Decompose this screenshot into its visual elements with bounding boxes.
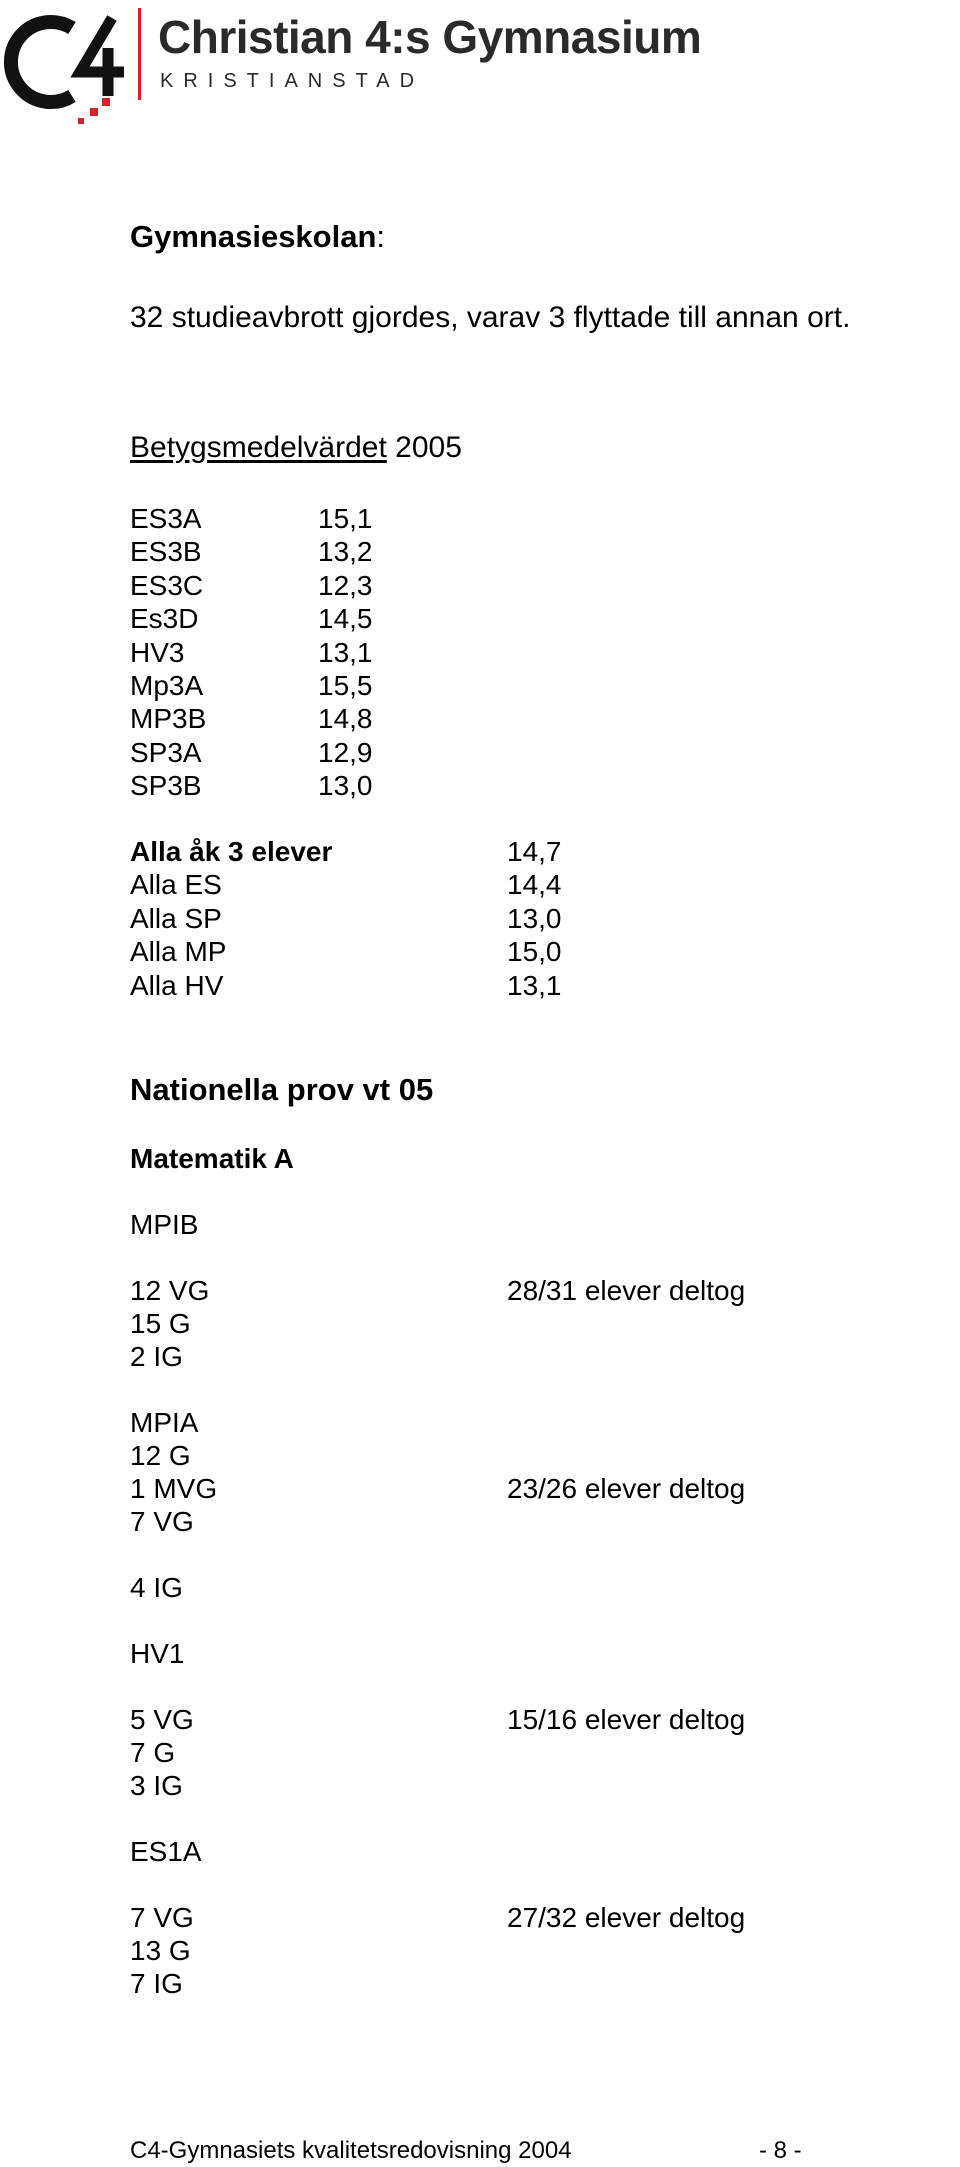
grade-row xyxy=(130,636,630,672)
footer-title: C4-Gymnasiets kvalitetsredovisning 2004 xyxy=(130,2137,572,2164)
grades-heading-year: 2005 xyxy=(386,431,462,464)
summary-value: 14,7 xyxy=(507,836,562,867)
grade-row xyxy=(130,569,630,605)
class-name: ES3C xyxy=(130,569,204,601)
grade-row xyxy=(130,736,630,772)
class-grade-value: 13,2 xyxy=(318,536,373,568)
footer-page-number: - 8 - xyxy=(759,2137,802,2164)
group-name: MPIA xyxy=(130,1407,199,1438)
group-name: MPIB xyxy=(130,1209,199,1240)
result-line: 7 G xyxy=(130,1737,176,1768)
participation-text: 27/32 elever deltog xyxy=(507,1902,746,1933)
grade-row xyxy=(130,538,630,571)
class-name: HV3 xyxy=(130,636,185,668)
grades-heading xyxy=(130,433,462,463)
school-heading-text: Gymnasieskolan xyxy=(130,219,377,254)
result-line: 12 VG xyxy=(130,1275,210,1306)
class-name: ES3B xyxy=(130,536,202,568)
group-name: HV1 xyxy=(130,1638,185,1669)
summary-value: 15,0 xyxy=(507,936,562,968)
result-line: 5 VG xyxy=(130,1704,194,1735)
class-grade-value: 12,9 xyxy=(318,736,373,768)
summary-name: Alla ES xyxy=(130,869,222,901)
result-line: 12 G xyxy=(130,1440,191,1471)
result-line: 7 VG xyxy=(130,1506,194,1537)
summary-value: 14,4 xyxy=(507,869,562,901)
summary-name: Alla MP xyxy=(130,936,227,968)
class-grade-value: 14,5 xyxy=(318,603,373,635)
result-line: 15 G xyxy=(130,1308,191,1339)
subject-heading: Matematik A xyxy=(130,1143,294,1174)
result-line: 7 IG xyxy=(130,1968,183,1999)
class-grade-value: 13,0 xyxy=(318,770,373,802)
grade-row xyxy=(130,772,630,805)
summary-value: 13,1 xyxy=(507,969,562,1001)
class-name: Es3D xyxy=(130,603,199,635)
class-name: ES3A xyxy=(130,503,202,534)
class-name: MP3B xyxy=(130,703,207,735)
class-grade-value: 15,1 xyxy=(318,503,373,534)
summary-name: Alla åk 3 elever xyxy=(130,836,333,867)
result-line: 2 IG xyxy=(130,1341,183,1372)
summary-name: Alla SP xyxy=(130,902,222,934)
summary-row xyxy=(130,838,730,871)
summary-row xyxy=(130,938,730,971)
c4-logo-icon xyxy=(0,0,150,130)
class-grade-list xyxy=(130,505,630,806)
result-line: 3 IG xyxy=(130,1770,183,1801)
summary-value: 13,0 xyxy=(507,902,562,934)
national-tests-heading: Nationella prov vt 05 xyxy=(130,1072,434,1107)
result-line: 13 G xyxy=(130,1935,191,1966)
summary-name: Alla HV xyxy=(130,969,224,1001)
participation-text: 15/16 elever deltog xyxy=(507,1704,746,1735)
result-line: 7 VG xyxy=(130,1902,194,1933)
grades-heading-underlined: Betygsmedelvärdet xyxy=(130,431,387,464)
class-grade-value: 14,8 xyxy=(318,703,373,735)
grade-row xyxy=(130,705,630,738)
school-heading xyxy=(130,221,385,252)
summary-grade-list xyxy=(130,838,730,1005)
summary-row xyxy=(130,969,730,1005)
grade-row xyxy=(130,505,630,538)
participation-text: 28/31 elever deltog xyxy=(507,1275,746,1306)
class-grade-value: 15,5 xyxy=(318,669,373,701)
logo-subtitle: KRISTIANSTAD xyxy=(160,70,425,92)
participation-text: 23/26 elever deltog xyxy=(507,1473,746,1504)
class-name: Mp3A xyxy=(130,669,204,701)
class-grade-value: 13,1 xyxy=(318,636,373,668)
result-line: 4 IG xyxy=(130,1572,183,1603)
class-name: SP3A xyxy=(130,736,202,768)
result-line: 1 MVG xyxy=(130,1473,218,1504)
group-name: ES1A xyxy=(130,1836,202,1867)
summary-row xyxy=(130,902,730,938)
logo-title: Christian 4:s Gymnasium xyxy=(158,11,702,63)
school-dropout-text: 32 studieavbrott gjordes, varav 3 flyttade till annan ort. xyxy=(130,301,851,334)
summary-row xyxy=(130,871,730,904)
class-name: SP3B xyxy=(130,770,202,802)
school-logo xyxy=(0,0,730,130)
grade-row xyxy=(130,669,630,705)
class-grade-value: 12,3 xyxy=(318,569,373,601)
grade-row xyxy=(130,605,630,638)
school-heading-colon: : xyxy=(376,219,386,254)
